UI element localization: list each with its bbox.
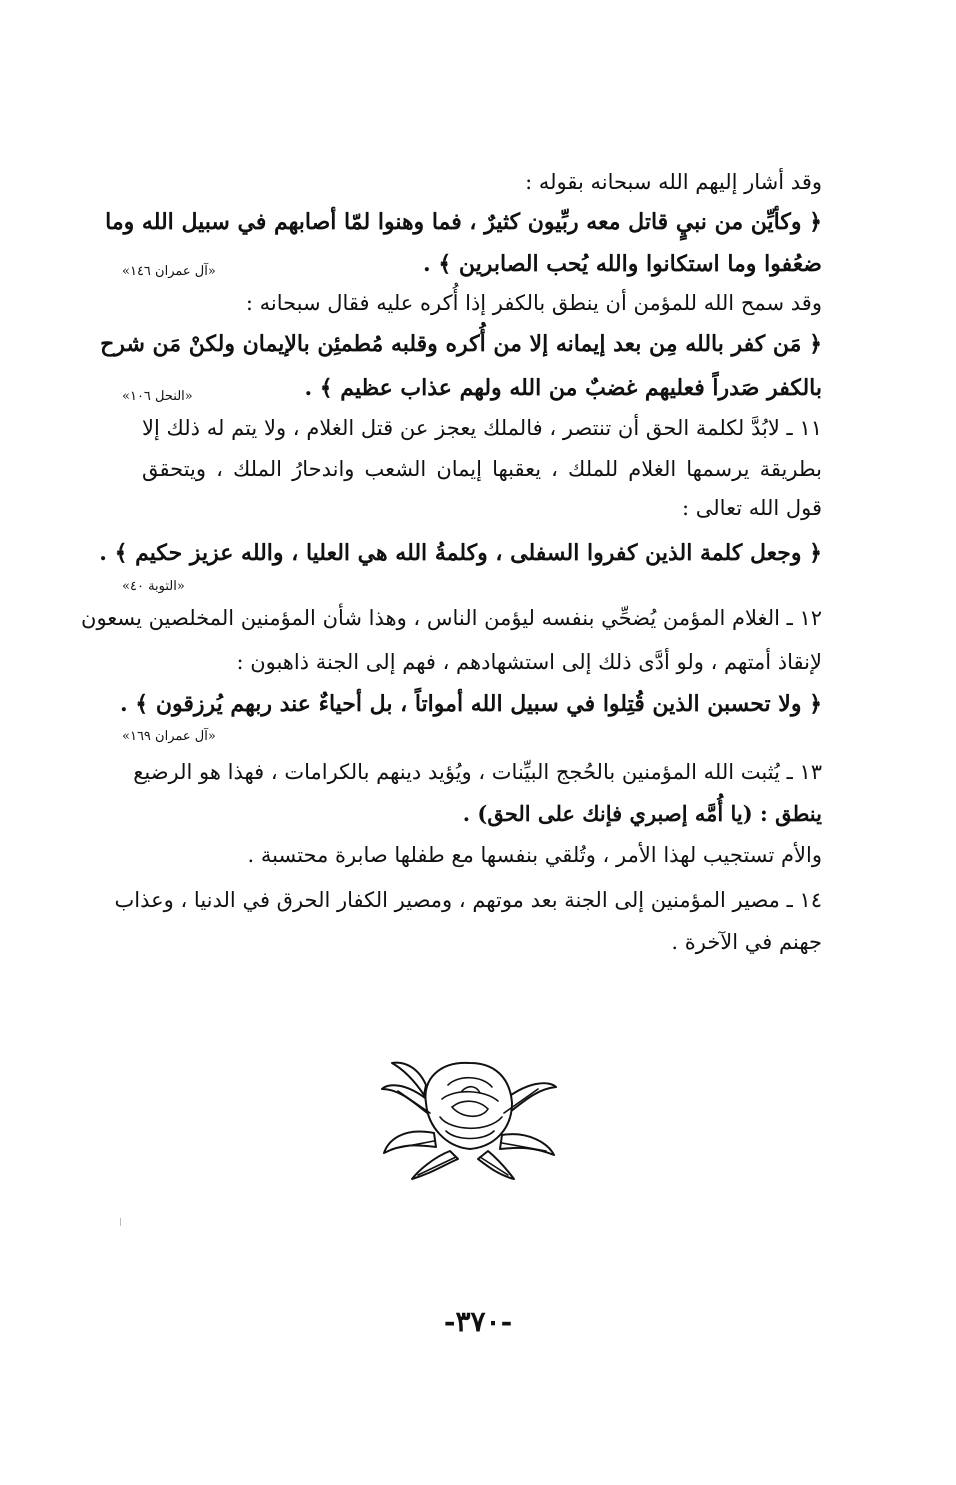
verse-reference: «النحل ١٠٦» <box>122 389 193 404</box>
text-line: وقد سمح الله للمؤمن أن ينطق بالكفر إذا أُكره عليه فقال سبحانه : <box>245 291 822 315</box>
quran-verse-line: ﴿ مَن كفر بالله مِن بعد إيمانه إلا من أُكره وقلبه مُطمئِن بالإيمان ولكنْ مَن شرح <box>100 331 822 357</box>
numbered-point-13: ١٣ ـ يُثبت الله المؤمنين بالحُجج البيِّنات ، ويُؤيد دينهم بالكرامات ، فهذا هو الرضيع <box>133 760 822 784</box>
text-line: قول الله تعالى : <box>682 496 822 520</box>
quran-verse-line: بالكفر صَدراً فعليهم غضبٌ من الله ولهم عذاب عظيم ﴾ . <box>304 375 822 401</box>
text-line: جهنم في الآخرة . <box>671 930 822 954</box>
quran-verse-line: ﴿ ولا تحسبن الذين قُتِلوا في سبيل الله أمواتاً ، بل أحياءٌ عند ربهم يُرزقون ﴾ . <box>119 691 822 717</box>
numbered-point-12: ١٢ ـ الغلام المؤمن يُضحِّي بنفسه ليؤمن الناس ، وهذا شأن المؤمنين المخلصين يسعون <box>81 606 822 630</box>
text-line: والأم تستجيب لهذا الأمر ، وتُلقي بنفسها مع طفلها صابرة محتسبة . <box>247 843 822 867</box>
quran-verse-line: ضعُفوا وما استكانوا والله يُحب الصابرين ﴾ . <box>423 251 822 277</box>
rose-flower-ornament-icon <box>378 1055 560 1181</box>
verse-reference: «آل عمران ١٦٩» <box>122 729 216 744</box>
numbered-point-11: ١١ ـ لابُدَّ لكلمة الحق أن تنتصر ، فالملك يعجز عن قتل الغلام ، ولا يتم له ذلك إلا <box>142 416 822 440</box>
text-line: ينطق : (يا أُمَّه إصبري فإنك على الحق) . <box>462 801 822 826</box>
quran-verse-line: ﴿ وجعل كلمة الذين كفروا السفلى ، وكلمةُ الله هي العليا ، والله عزيز حكيم ﴾ . <box>99 540 822 566</box>
verse-reference: «آل عمران ١٤٦» <box>122 264 216 279</box>
scan-mark <box>120 1218 121 1226</box>
verse-reference: «التوبة ٤٠» <box>122 579 185 594</box>
numbered-point-14: ١٤ ـ مصير المؤمنين إلى الجنة بعد موتهم ، ومصير الكفار الحرق في الدنيا ، وعذاب <box>114 888 822 912</box>
quran-verse-line: ﴿ وكأيِّن من نبيٍ قاتل معه ربِّيون كثيرٌ ، فما وهنوا لمّا أصابهم في سبيل الله وما <box>105 209 822 235</box>
text-line: لإنقاذ أمتهم ، ولو أدَّى ذلك إلى استشهادهم ، فهم إلى الجنة ذاهبون : <box>236 650 822 674</box>
text-line: وقد أشار إليهم الله سبحانه بقوله : <box>525 170 822 194</box>
text-line: بطريقة يرسمها الغلام للملك ، يعقبها إيمان الشعب واندحارُ الملك ، ويتحقق <box>142 457 822 481</box>
page-number: -٣٧٠- <box>443 1305 513 1338</box>
